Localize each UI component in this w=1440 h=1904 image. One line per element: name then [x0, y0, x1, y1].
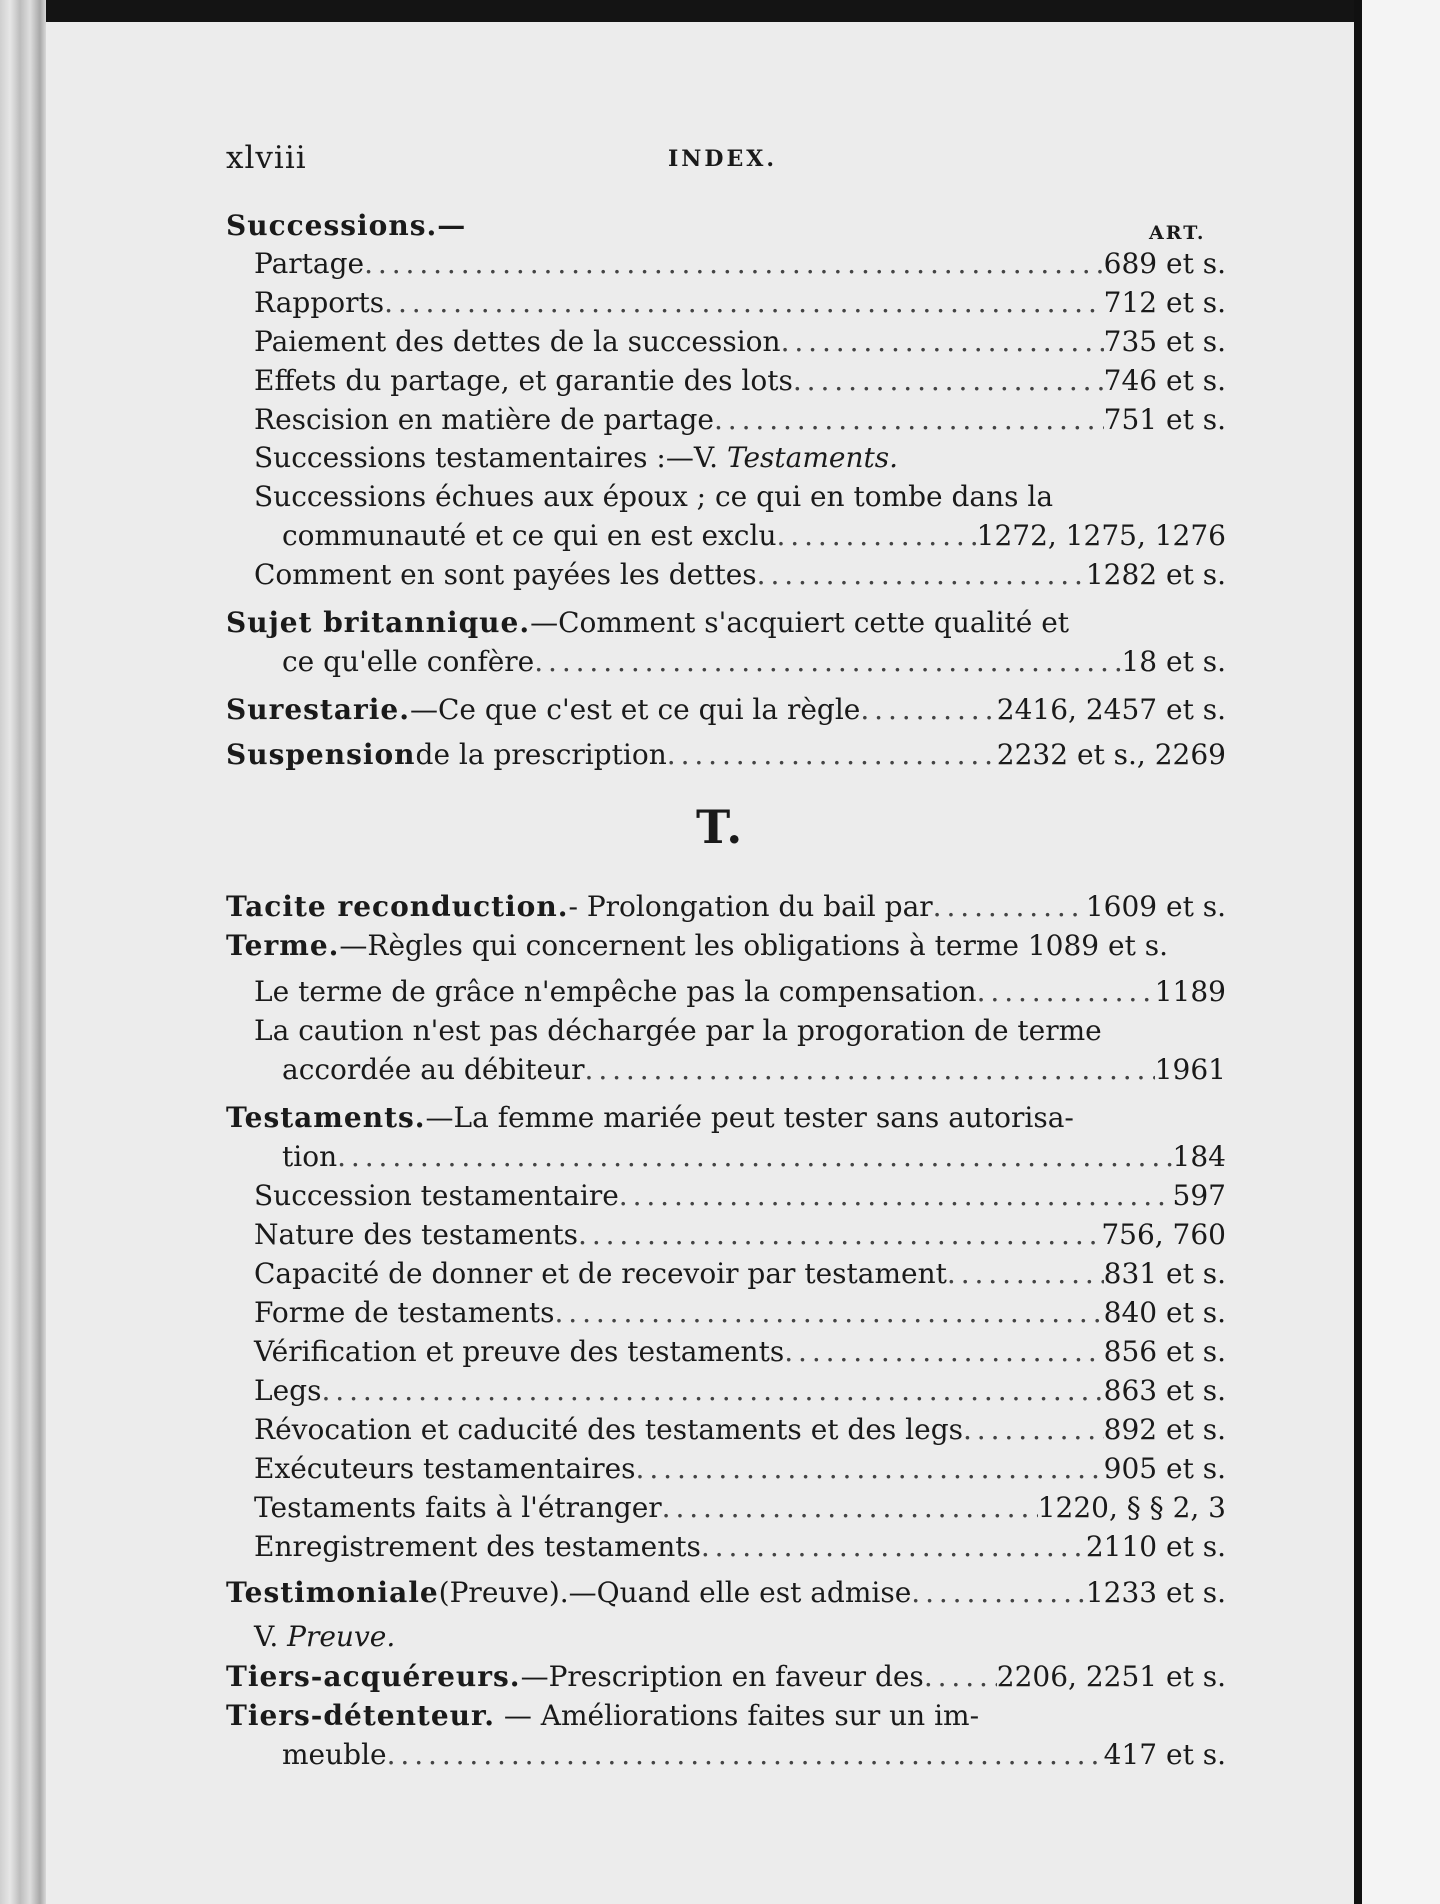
entry-text: —Prescription en faveur des	[520, 1660, 924, 1693]
leader-dots	[781, 322, 1104, 362]
leader-dots	[619, 1176, 1173, 1216]
entry-text: (Preuve).—Quand elle est admise	[438, 1576, 912, 1609]
article-ref: 597	[1172, 1179, 1226, 1212]
index-subentry	[254, 1527, 1226, 1567]
entry-text: — Améliorations faites sur un im-	[494, 1699, 980, 1732]
article-ref: 2206, 2251 et s.	[996, 1660, 1226, 1693]
index-subentry	[254, 283, 1226, 323]
article-ref: 184	[1172, 1140, 1226, 1173]
entry-text: communauté et ce qui en est exclu	[282, 519, 777, 552]
headword-tail: s.—	[409, 209, 467, 242]
leader-dots	[933, 887, 1086, 927]
leader-dots	[977, 972, 1155, 1012]
index-entry-testimoniale	[226, 1573, 1226, 1613]
headword: Tiers-détenteur.	[226, 1699, 495, 1732]
entry-text: Nature des testaments	[254, 1218, 579, 1251]
index-entry-continuation	[282, 1137, 1226, 1177]
article-ref: 1961	[1154, 1053, 1226, 1086]
leader-dots	[636, 1449, 1104, 1489]
headword: Surestarie.	[226, 693, 410, 726]
entry-text: Vérification et preuve des testaments	[254, 1335, 785, 1368]
index-subentry	[254, 1332, 1226, 1372]
entry-text: Capacité de donner et de recevoir par testament	[254, 1257, 947, 1290]
entry-text: - Prolongation du bail par	[568, 890, 933, 923]
leader-dots	[963, 1410, 1104, 1450]
leader-dots	[667, 735, 997, 775]
article-ref: 746 et s.	[1103, 364, 1226, 397]
index-subentry	[254, 1371, 1226, 1411]
leader-dots	[860, 690, 996, 730]
entry-text: —La femme mariée peut tester sans autorisa-	[425, 1101, 1074, 1134]
entry-text: de la prescription	[415, 738, 667, 771]
leader-dots	[701, 1527, 1086, 1567]
index-entry-tiers-detenteur	[226, 1696, 1226, 1736]
leader-dots	[714, 400, 1104, 440]
entry-text: Enregistrement des testaments	[254, 1530, 701, 1563]
entry-text: accordée au débiteur	[282, 1053, 585, 1086]
headword: Testimoniale	[226, 1576, 439, 1609]
facing-page	[1362, 0, 1440, 1904]
running-head	[226, 140, 1226, 180]
entry-text: meuble	[282, 1738, 387, 1771]
leader-dots	[911, 1573, 1086, 1613]
leader-dots	[387, 1735, 1104, 1775]
index-subentry	[254, 244, 1226, 284]
index-entry-successions	[226, 206, 1226, 246]
cross-reference: Testaments.	[726, 441, 899, 474]
article-column-label: ART.	[1149, 222, 1206, 244]
entry-text: Forme de testaments	[254, 1296, 555, 1329]
leader-dots	[793, 361, 1104, 401]
article-ref: 2232 et s., 2269	[996, 738, 1226, 771]
index-entry-suspension	[226, 735, 1226, 775]
article-ref: 2110 et s.	[1085, 1530, 1226, 1563]
headword: Terme.	[226, 929, 340, 962]
entry-text: Paiement des dettes de la succession	[254, 325, 781, 358]
index-subentry	[254, 1254, 1226, 1294]
headword: Succession	[226, 209, 410, 242]
entry-text: Successions testamentaires :—V.	[254, 441, 727, 474]
article-ref: 751 et s.	[1103, 403, 1226, 436]
article-ref: 2416, 2457 et s.	[996, 693, 1226, 726]
leader-dots	[337, 1137, 1172, 1177]
article-ref: 1282 et s.	[1085, 558, 1226, 591]
section-letter: T.	[696, 800, 745, 854]
index-subentry	[254, 438, 1226, 478]
article-ref: 756, 760	[1101, 1218, 1226, 1251]
entry-text: Le terme de grâce n'empêche pas la compensation	[254, 975, 977, 1008]
index-subentry	[254, 477, 1226, 517]
article-ref: 1220, § § 2, 3	[1037, 1491, 1226, 1524]
index-subentry	[254, 322, 1226, 362]
index-entry-surestarie	[226, 690, 1226, 730]
article-ref: 1609 et s.	[1085, 890, 1226, 923]
leader-dots	[321, 1371, 1103, 1411]
index-entry-tacite-reconduction	[226, 887, 1226, 927]
index-subentry	[254, 1293, 1226, 1333]
index-entry-tiers-acquereurs	[226, 1657, 1226, 1697]
article-ref: 840 et s.	[1103, 1296, 1226, 1329]
entry-text: —Ce que c'est et ce qui la règle	[409, 693, 861, 726]
entry-text: Rapports	[254, 286, 385, 319]
headword: Testaments.	[226, 1101, 426, 1134]
leader-dots	[662, 1488, 1038, 1528]
entry-text: Rescision en matière de partage	[254, 403, 714, 436]
entry-text: Testaments faits à l'étranger	[254, 1491, 662, 1524]
entry-text: Comment en sont payées les dettes	[254, 558, 757, 591]
article-ref: 18 et s.	[1121, 645, 1226, 678]
index-subentry	[254, 1410, 1226, 1450]
leader-dots	[784, 1332, 1103, 1372]
index-entry-continuation	[282, 1735, 1226, 1775]
headword: Suspension	[226, 738, 416, 771]
article-ref: 863 et s.	[1103, 1374, 1226, 1407]
headword: Sujet britannique.	[226, 606, 531, 639]
leader-dots	[578, 1215, 1101, 1255]
index-subentry	[254, 1011, 1226, 1051]
entry-text: ce qu'elle confère	[282, 645, 535, 678]
article-ref: 892 et s.	[1103, 1413, 1226, 1446]
entry-text: —Comment s'acquiert cette qualité et	[530, 606, 1070, 639]
index-subentry	[254, 1488, 1226, 1528]
entry-text: La caution n'est pas déchargée par la progoration de terme	[254, 1014, 1102, 1047]
leader-dots	[924, 1657, 997, 1697]
article-ref: 712 et s.	[1103, 286, 1226, 319]
entry-text: V.	[254, 1620, 288, 1653]
index-subentry	[254, 972, 1226, 1012]
entry-text: Legs	[254, 1374, 322, 1407]
index-entry-sujet-britannique	[226, 603, 1226, 643]
leader-dots	[534, 642, 1121, 682]
index-subentry	[254, 1215, 1226, 1255]
leader-dots	[776, 516, 976, 556]
headword: Tacite reconduction.	[226, 890, 569, 923]
index-subentry	[254, 361, 1226, 401]
index-entry-terme	[226, 926, 1226, 966]
article-ref: 831 et s.	[1103, 1257, 1226, 1290]
page-number: xlviii	[226, 140, 307, 176]
entry-text: Révocation et caducité des testaments et des legs	[254, 1413, 963, 1446]
index-subentry	[254, 1617, 1226, 1657]
article-ref: 1272, 1275, 1276	[976, 519, 1226, 552]
headword: Tiers-acquéreurs.	[226, 1660, 521, 1693]
cross-reference: Preuve.	[287, 1620, 396, 1653]
entry-text: Partage	[254, 247, 365, 280]
index-subentry-continuation	[282, 516, 1226, 556]
entry-text: Exécuteurs testamentaires	[254, 1452, 636, 1485]
index-subentry	[254, 555, 1226, 595]
index-page	[226, 0, 1226, 1904]
index-entry-continuation	[282, 642, 1226, 682]
index-subentry	[254, 400, 1226, 440]
leader-dots	[554, 1293, 1103, 1333]
index-entry-testaments	[226, 1098, 1226, 1138]
leader-dots	[585, 1050, 1155, 1090]
article-ref: 689 et s.	[1103, 247, 1226, 280]
leader-dots	[384, 283, 1104, 323]
entry-text: Successions échues aux époux ; ce qui en tombe dans la	[254, 480, 1054, 513]
article-ref: 417 et s.	[1103, 1738, 1226, 1771]
entry-text: —Règles qui concernent les obligations à terme 1089 et s.	[339, 929, 1169, 962]
entry-text: Effets du partage, et garantie des lots	[254, 364, 793, 397]
entry-text: tion	[282, 1140, 338, 1173]
entry-text: Succession testamentaire	[254, 1179, 619, 1212]
page-title: INDEX.	[668, 146, 777, 172]
article-ref: 856 et s.	[1103, 1335, 1226, 1368]
index-subentry	[254, 1449, 1226, 1489]
article-ref: 905 et s.	[1103, 1452, 1226, 1485]
index-subentry-continuation	[282, 1050, 1226, 1090]
leader-dots	[947, 1254, 1104, 1294]
index-subentry	[254, 1176, 1226, 1216]
article-ref: 735 et s.	[1103, 325, 1226, 358]
book-spine-edge	[0, 0, 46, 1904]
leader-dots	[364, 244, 1104, 284]
article-ref: 1189	[1154, 975, 1226, 1008]
leader-dots	[757, 555, 1086, 595]
article-ref: 1233 et s.	[1085, 1576, 1226, 1609]
